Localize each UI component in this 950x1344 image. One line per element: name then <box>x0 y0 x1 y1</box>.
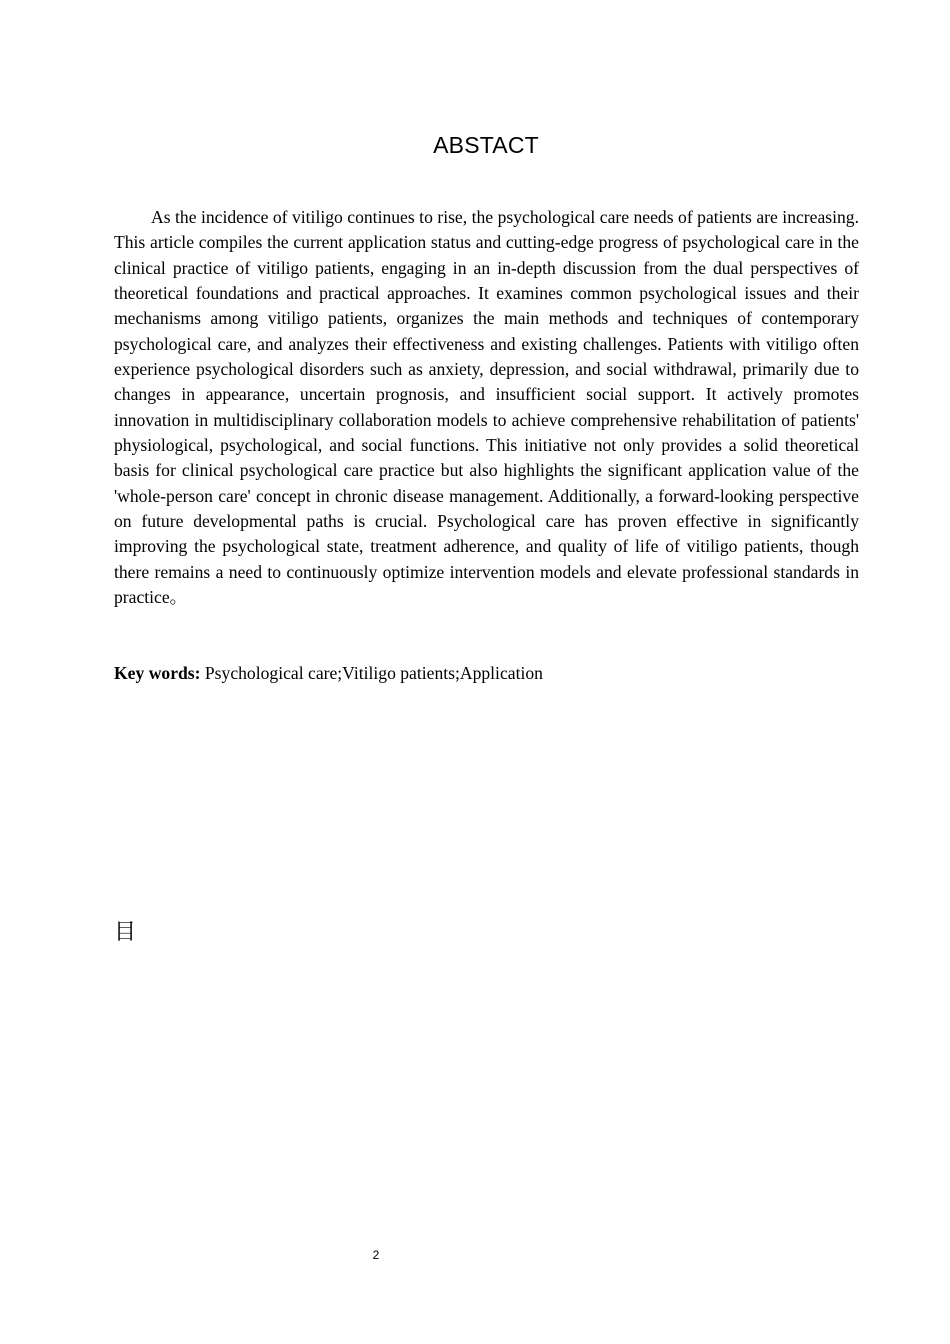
abstract-title: ABSTACT <box>433 132 539 158</box>
table-of-contents-heading: 目 <box>114 920 137 945</box>
keywords-line <box>114 661 859 686</box>
abstract-paragraph: As the incidence of vitiligo continues to rise, the psychological care needs of patients are increasing. This article compiles the current application status and cutting-edge progress of psychological care in the clinical practice of vitiligo patients, engaging in an in-depth discussion from the dual perspectives of theoretical foundations and practical approaches. It examines common psychological issues and their mechanisms among vitiligo patients, organizes the main methods and techniques of contemporary psychological care, and analyzes their effectiveness and existing challenges. Patients with vitiligo often experience psychological disorders such as anxiety, depression, and social withdrawal, primarily due to changes in appearance, uncertain prognosis, and insufficient social support. It actively promotes innovation in multidisciplinary collaboration models to achieve comprehensive rehabilitation of patients' physiological, psychological, and social functions. This initiative not only provides a solid theoretical basis for clinical psychological care practice but also highlights the significant application value of the 'whole-person care' concept in chronic disease management. Additionally, a forward-looking perspective on future developmental paths is crucial. Psychological care has proven effective in significantly improving the psychological state, treatment adherence, and quality of life of vitiligo patients, though there remains a need to continuously optimize intervention models and elevate professional standards in practice。 <box>114 207 859 608</box>
keywords-value: Psychological care;Vitiligo patients;Application <box>200 663 543 683</box>
page-number: 2 <box>372 1248 380 1262</box>
keywords-label: Key words: <box>114 663 201 683</box>
